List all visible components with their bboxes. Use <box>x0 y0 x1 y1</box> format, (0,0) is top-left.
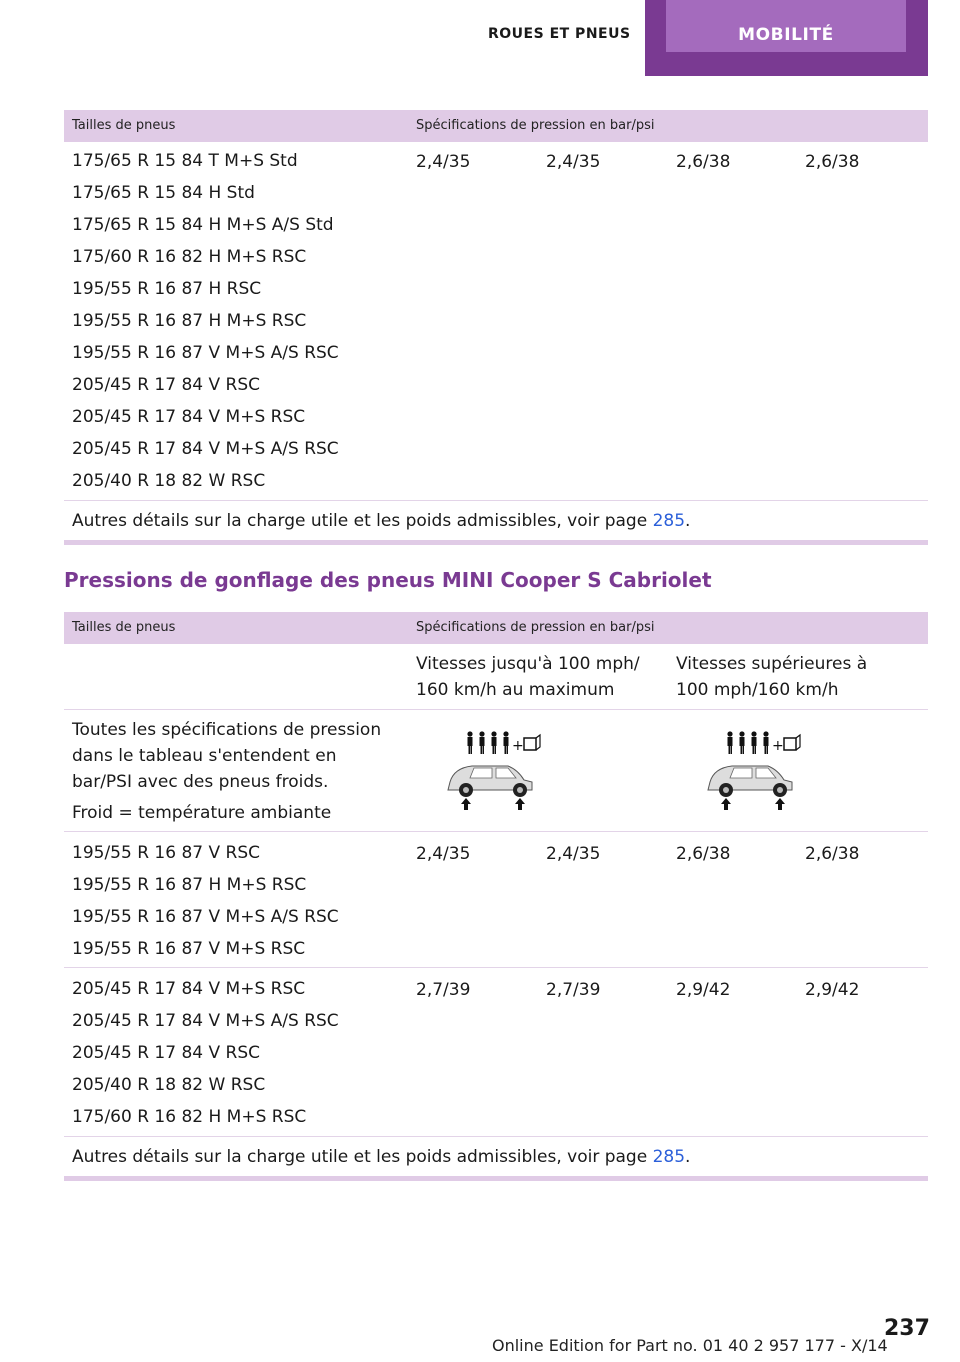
note-text: Autres détails sur la charge utile et les poids admissibles, voir page <box>72 511 653 531</box>
col-header-sizes: Tailles de pneus <box>72 118 176 133</box>
page-link[interactable]: 285 <box>652 1147 686 1167</box>
speed-high-label <box>676 651 867 703</box>
speed-low-line: Vitesses jusqu'à 100 mph/ <box>416 654 640 674</box>
table-header <box>64 612 928 644</box>
pressure-value: 2,4/35 <box>416 844 471 864</box>
table-row <box>64 967 928 1136</box>
note-text: Autres détails sur la charge utile et les poids admissibles, voir page <box>72 1147 653 1167</box>
tire-pressure-table-2 <box>64 612 928 1177</box>
pressure-value: 2,6/38 <box>805 844 860 864</box>
tire-size: 205/40 R 18 82 W RSC <box>72 471 266 491</box>
table-note-row <box>64 500 928 543</box>
speed-high-line: Vitesses supérieures à <box>676 654 868 674</box>
note-suffix: . <box>685 1147 691 1167</box>
tire-size: 205/45 R 17 84 V RSC <box>72 1043 261 1063</box>
pressure-value: 2,7/39 <box>546 980 601 1000</box>
pressure-value: 2,6/38 <box>676 844 731 864</box>
table-row <box>64 142 928 500</box>
info-line: dans le tableau s'entendent en <box>72 746 337 766</box>
tire-size-list <box>72 145 339 497</box>
edition-footer: Online Edition for Part no. 01 40 2 957 177 - X/14 <box>492 1336 888 1355</box>
pressure-value: 2,4/35 <box>546 152 601 172</box>
pressure-value: 2,4/35 <box>546 844 601 864</box>
table-end-bar <box>64 1176 928 1181</box>
svg-text:+: + <box>772 738 784 754</box>
section-title: Pressions de gonflage des pneus MINI Cooper S Cabriolet <box>64 568 712 592</box>
table-note <box>72 1147 690 1167</box>
speed-high-line: 100 mph/160 km/h <box>676 680 839 700</box>
table-row <box>64 831 928 967</box>
page-number: 237 <box>884 1316 930 1341</box>
page-link[interactable]: 285 <box>652 511 686 531</box>
col-header-pressure: Spécifications de pression en bar/psi <box>416 118 655 133</box>
info-line: Toutes les spécifications de pression <box>72 720 382 740</box>
tire-size: 205/45 R 17 84 V M+S RSC <box>72 407 306 427</box>
tire-size: 175/65 R 15 84 T M+S Std <box>72 151 298 171</box>
tire-size: 195/55 R 16 87 V M+S A/S RSC <box>72 907 339 927</box>
tire-size: 205/45 R 17 84 V M+S A/S RSC <box>72 1011 339 1031</box>
tire-size: 175/65 R 15 84 H M+S A/S Std <box>72 215 334 235</box>
speed-low-line: 160 km/h au maximum <box>416 680 615 700</box>
tire-size: 195/55 R 16 87 V M+S RSC <box>72 939 306 959</box>
car-load-icon <box>416 730 546 812</box>
tire-size: 195/55 R 16 87 H M+S RSC <box>72 875 307 895</box>
speed-header-row <box>64 644 928 709</box>
table-note <box>72 511 690 531</box>
pressure-value: 2,6/38 <box>805 152 860 172</box>
header-section-label: ROUES ET PNEUS <box>488 26 631 42</box>
note-suffix: . <box>685 511 691 531</box>
tire-size: 195/55 R 16 87 V M+S A/S RSC <box>72 343 339 363</box>
tire-size: 195/55 R 16 87 H M+S RSC <box>72 311 307 331</box>
load-car-icon-low <box>416 730 546 816</box>
car-load-icon <box>676 730 806 812</box>
pressure-value: 2,6/38 <box>676 152 731 172</box>
table-header <box>64 110 928 142</box>
tire-size: 175/60 R 16 82 H M+S RSC <box>72 1107 307 1127</box>
header-chapter-tab <box>645 0 928 76</box>
pressure-value: 2,4/35 <box>416 152 471 172</box>
info-line: Froid = température ambiante <box>72 803 332 823</box>
tire-size: 175/65 R 15 84 H Std <box>72 183 255 203</box>
svg-text:+: + <box>512 738 524 754</box>
col-header-pressure: Spécifications de pression en bar/psi <box>416 620 655 635</box>
info-line: bar/PSI avec des pneus froids. <box>72 772 329 792</box>
pressure-value: 2,9/42 <box>676 980 731 1000</box>
col-header-sizes: Tailles de pneus <box>72 620 176 635</box>
tire-size: 205/45 R 17 84 V M+S A/S RSC <box>72 439 339 459</box>
pressure-value: 2,9/42 <box>805 980 860 1000</box>
cold-tire-info <box>72 717 381 826</box>
tire-size-list <box>72 837 339 965</box>
tire-size: 195/55 R 16 87 V RSC <box>72 843 261 863</box>
pressure-value: 2,7/39 <box>416 980 471 1000</box>
table-note-row <box>64 1136 928 1177</box>
load-icon-row <box>64 709 928 831</box>
load-car-icon-high <box>676 730 806 816</box>
tire-size: 205/45 R 17 84 V RSC <box>72 375 261 395</box>
tire-size: 205/40 R 18 82 W RSC <box>72 1075 266 1095</box>
tire-size-list <box>72 973 339 1133</box>
tire-size: 175/60 R 16 82 H M+S RSC <box>72 247 307 267</box>
table-end-bar <box>64 540 928 545</box>
header-chapter-label: MOBILITÉ <box>666 0 906 52</box>
tire-pressure-table-1 <box>64 110 928 543</box>
speed-low-label <box>416 651 640 703</box>
tire-size: 205/45 R 17 84 V M+S RSC <box>72 979 306 999</box>
tire-size: 195/55 R 16 87 H RSC <box>72 279 262 299</box>
